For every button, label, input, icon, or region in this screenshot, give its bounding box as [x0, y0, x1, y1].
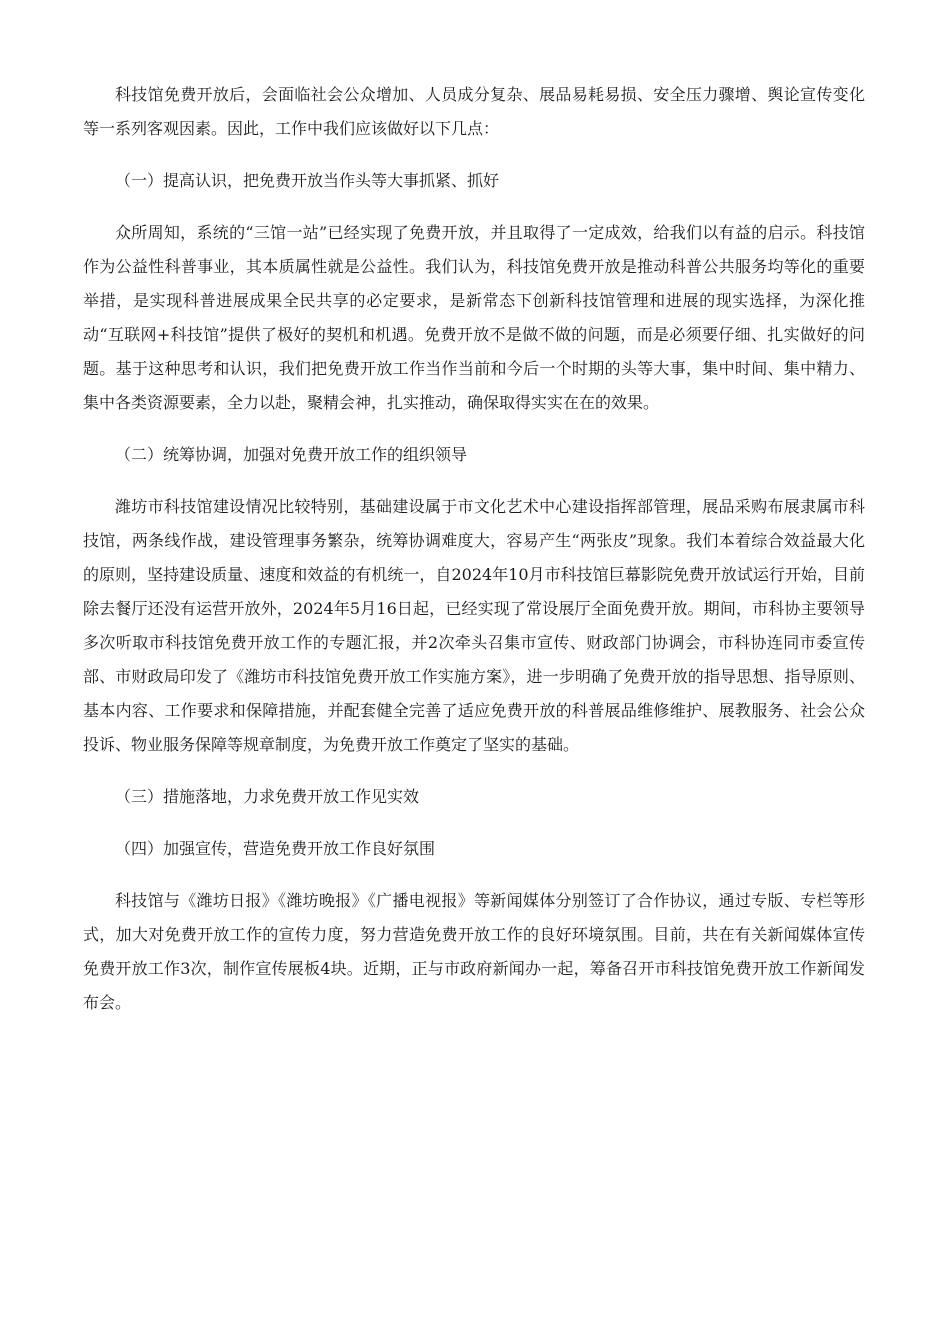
section-4-paragraph: 科技馆与《潍坊日报》《潍坊晚报》《广播电视报》等新闻媒体分别签订了合作协议，通过专版、专栏等形式，加大对免费开放工作的宣传力度，努力营造免费开放工作的良好环境氛围。目前，共在有关新闻媒体宣传免费开放工作3次，制作宣传展板4块。近期，正与市政府新闻办一起，筹备召开市科技馆免费开放工作新闻发布会。	[83, 891, 865, 1012]
section-heading-2: （二）统筹协调，加强对免费开放工作的组织领导	[115, 445, 468, 464]
section-heading-4: （四）加强宣传，营造免费开放工作良好氛围	[115, 839, 436, 858]
section-2-paragraph: 潍坊市科技馆建设情况比较特别，基础建设属于市文化艺术中心建设指挥部管理，展品采购布展隶属市科技馆，两条线作战，建设管理事务繁杂，统筹协调难度大，容易产生“两张皮”现象。我们本着综合效益最大化的原则，坚持建设质量、速度和效益的有机统一，自2024年10月市科技馆巨幕影院免费开放试运行开始，目前除去餐厅还没有运营开放外，2024年5月16日起，已经实现了常设展厅全面免费开放。期间，市科协主要领导多次听取市科技馆免费开放工作的专题汇报，并2次牵头召集市宣传、财政部门协调会，市科协连同市委宣传部、市财政局印发了《潍坊市科技馆免费开放工作实施方案》，进一步明确了免费开放的指导思想、指导原则、基本内容、工作要求和保障措施，并配套健全完善了适应免费开放的科普展品维修维护、展教服务、社会公众投诉、物业服务保障等规章制度，为免费开放工作奠定了坚实的基础。	[83, 497, 865, 754]
document-body	[83, 78, 865, 1038]
section-heading-3: （三）措施落地，力求免费开放工作见实效	[115, 787, 420, 806]
section-heading-1: （一）提高认识，把免费开放当作头等大事抓紧、抓好	[115, 171, 500, 190]
intro-paragraph: 科技馆免费开放后，会面临社会公众增加、人员成分复杂、展品易耗易损、安全压力骤增、舆论宣传变化等一系列客观因素。因此，工作中我们应该做好以下几点：	[83, 85, 865, 138]
section-1-paragraph: 众所周知，系统的“三馆一站”已经实现了免费开放，并且取得了一定成效，给我们以有益的启示。科技馆作为公益性科普事业，其本质属性就是公益性。我们认为，科技馆免费开放是推动科普公共服务均等化的重要举措，是实现科普进展成果全民共享的必定要求，是新常态下创新科技馆管理和进展的现实选择，为深化推动“互联网+科技馆”提供了极好的契机和机遇。免费开放不是做不做的问题，而是必须要仔细、扎实做好的问题。基于这种思考和认识，我们把免费开放工作当作当前和今后一个时期的头等大事，集中时间、集中精力、集中各类资源要素，全力以赴，聚精会神，扎实推动，确保取得实实在在的效果。	[83, 223, 865, 412]
